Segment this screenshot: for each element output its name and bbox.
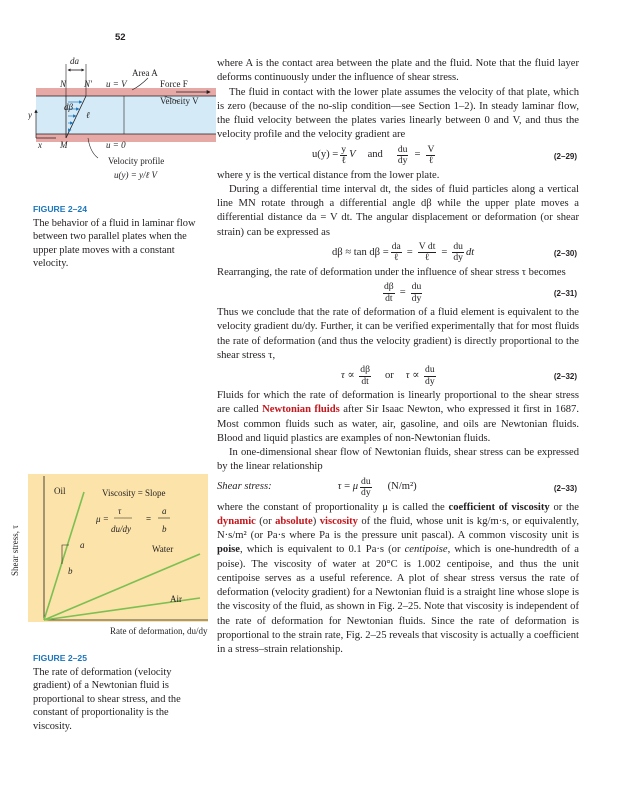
eq30-lhs: dβ ≈ tan dβ = bbox=[332, 246, 389, 258]
paragraph-5: Rearranging, the rate of deformation under the influence of shear stress τ becomes bbox=[217, 266, 566, 278]
fig24-area: Area A bbox=[132, 68, 158, 78]
svg-text:=: = bbox=[146, 514, 152, 524]
fig25-visc-slope: Viscosity = Slope bbox=[102, 488, 166, 498]
fig24-y: y bbox=[28, 110, 32, 120]
fig24-ell: ℓ bbox=[86, 110, 90, 120]
eq33-label: Shear stress: bbox=[217, 481, 272, 493]
poise-term: poise bbox=[217, 544, 240, 556]
eq31-number: (2–31) bbox=[553, 289, 577, 298]
fig25-xlabel: Rate of deformation, du/dy bbox=[110, 626, 208, 636]
eq32-number: (2–32) bbox=[553, 372, 577, 381]
figure-2-24-diagram bbox=[28, 52, 216, 198]
fig24-M: M bbox=[60, 140, 68, 150]
fig25-air: Air bbox=[170, 594, 182, 604]
fig24-force: Force F bbox=[160, 79, 188, 89]
fig25-mu: μ = bbox=[96, 514, 109, 524]
page-number: 52 bbox=[115, 32, 126, 43]
figure-2-25-chart bbox=[4, 472, 214, 642]
eq29-number: (2–29) bbox=[553, 151, 577, 161]
fig25-a-side: a bbox=[80, 540, 85, 550]
figure-2-24-text: The behavior of a fluid in laminar flow between two parallel plates when the upper plate moves with a constant velocity. bbox=[33, 217, 196, 269]
fig25-b: b bbox=[162, 524, 167, 534]
paragraph-9: where the constant of proportionality μ is called the coefficient of viscosity or the dynamic (or absolute) viscosity of the fluid, whose unit is kg/m·s, or equivalently, N·s/m² (or Pa·s where Pa is the pressure unit pascal). A common viscosity unit is poise, which is equivalent to 0.1 Pa·s (or centipoise, which is one-hundredth of a poise). The viscosity of water at 20°C is 1.002 centipoise, and thus the unit centipoise serves as a useful reference. A plot of shear stress versus the rate of deformation (velocity gradient) for a Newtonian fluid is a straight line whose slope is the viscosity of the fluid, as shown in Fig. 2–25. Note that viscosity is independent of the rate of deformation for Newtonian fluids. Since the rate of deformation is proportional to the strain rate, Fig. 2–25 reveals that viscosity is actually a coefficient in a stress–strain relationship. bbox=[217, 501, 579, 655]
dynamic-term: dynamic bbox=[217, 515, 256, 527]
fig24-dbeta: dβ bbox=[64, 102, 73, 112]
fig25-ylabel: Shear stress, τ bbox=[10, 525, 20, 576]
newtonian-fluids-term: Newtonian fluids bbox=[262, 404, 340, 416]
fig24-velocity: Velocity V bbox=[160, 96, 199, 106]
equation-2-32: τ ∝ $\frac{d\beta}{dt}$ or τ ∝ $\frac{du}{dy}$ (2–32) bbox=[341, 364, 577, 387]
equation-2-31: $\frac{d\beta}{dt}$ = $\frac{du}{dy}$ (2–31) bbox=[384, 281, 577, 304]
figure-2-24-caption bbox=[33, 203, 203, 271]
figure-2-24-label: FIGURE 2–24 bbox=[33, 204, 87, 214]
fig24-u-eq-0: u = 0 bbox=[106, 140, 126, 150]
coefficient-of-viscosity-term: coefficient of viscosity bbox=[448, 501, 550, 513]
fig25-water: Water bbox=[152, 544, 174, 554]
viscosity-term: viscosity bbox=[319, 515, 358, 527]
eq29-lhs: u(y) = bbox=[312, 149, 339, 161]
paragraph-2: The fluid in contact with the lower plate assumes the velocity of that plate, which is zero (because of the no-slip condition—see Section 1–2). In steady laminar flow, the fluid velocity between the plates varies linearly between 0 and V, and thus the velocity profile and the velocity gradient are bbox=[217, 86, 579, 141]
equation-2-30: dβ ≈ tan dβ = $\frac{da}{\text{ℓ}}$ = $\frac{\text{V dt}}{\text{ℓ}}$ = $\frac{du}{dy}$ dt (2–30) bbox=[332, 240, 577, 264]
figure-2-25-caption bbox=[33, 652, 203, 733]
equation-2-33: Shear stress: τ = μ $\frac{du}{dy}$ (N/m²) (2–33) bbox=[217, 475, 577, 498]
paragraph-6: Thus we conclude that the rate of deformation of a fluid element is equivalent to the velocity gradient du/dy. Further, it can be verified experimentally that for most fluids the rate of deformation (and thus the velocity gradient) is directly proportional to the shear stress τ, bbox=[217, 307, 579, 361]
eq30-number: (2–30) bbox=[553, 248, 577, 258]
fig24-u-eq-v: u = V bbox=[106, 79, 127, 89]
paragraph-3: where y is the vertical distance from the lower plate. bbox=[217, 169, 440, 181]
fig25-tau: τ bbox=[118, 506, 122, 516]
centipoise-term: centipoise bbox=[404, 544, 448, 556]
fig24-u-of-y: u(y) = y/ℓ V bbox=[114, 170, 158, 180]
eq33-number: (2–33) bbox=[553, 483, 577, 493]
paragraph-1: where A is the contact area between the plate and the fluid. Note that the fluid layer deforms continuously under the influence of shear stress. bbox=[217, 58, 579, 84]
fig25-b-side: b bbox=[68, 566, 73, 576]
absolute-term: absolute bbox=[275, 515, 313, 527]
fig24-Nprime: N′ bbox=[84, 79, 92, 89]
fig25-oil: Oil bbox=[54, 486, 66, 496]
eq33-unit: (N/m²) bbox=[387, 481, 417, 493]
fig24-x: x bbox=[38, 140, 42, 150]
fig24-da: da bbox=[70, 56, 79, 66]
eq29-and: and bbox=[367, 149, 383, 161]
figure-2-25-text: The rate of deformation (velocity gradient) of a Newtonian fluid is proportional to shear stress, and the constant of proportionality is the viscosity. bbox=[33, 666, 181, 732]
fig24-N: N bbox=[60, 79, 67, 89]
fig25-dudy: du/dy bbox=[111, 524, 131, 534]
fig25-a: a bbox=[162, 506, 167, 516]
equation-2-29: u(y) = $\frac{y}{\text{ℓ}}$ V and $\frac{du}{dy}$ = $\frac{V}{\text{ℓ}}$ (2–29) bbox=[312, 143, 577, 166]
paragraph-4: During a differential time interval dt, the sides of fluid particles along a vertical line MN rotate through a differential angle dβ while the upper plate moves a differential distance da = V dt. The angular displacement or deformation (or shear strain) can be expressed as bbox=[217, 183, 579, 238]
paragraph-7: Fluids for which the rate of deformation is linearly proportional to the shear stress are called Newtonian fluids after Sir Isaac Newton, who expressed it first in 1687. Most common fluids such as water, air, gasoline, and oils are Newtonian fluids. Blood and liquid plastics are examples of non-Newtonian fluids. bbox=[217, 390, 579, 444]
fig24-profile: Velocity profile bbox=[108, 156, 165, 166]
figure-2-25-label: FIGURE 2–25 bbox=[33, 653, 87, 663]
paragraph-8: In one-dimensional shear flow of Newtonian fluids, shear stress can be expressed by the linear relationship bbox=[217, 447, 579, 473]
main-text bbox=[217, 57, 579, 657]
eq32-or: or bbox=[384, 369, 394, 381]
